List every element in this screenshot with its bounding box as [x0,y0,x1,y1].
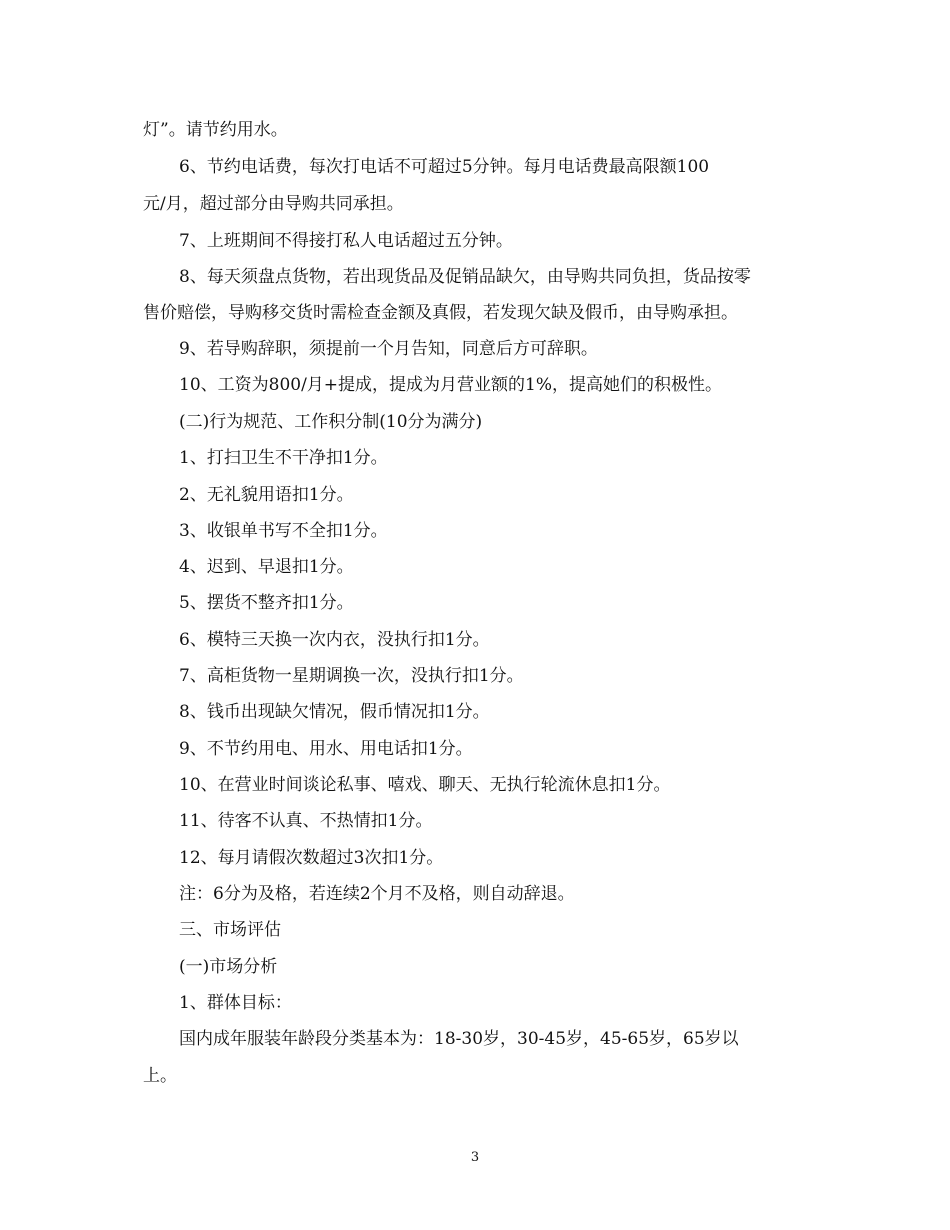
text-line: 10、在营业时间谈论私事、嘻戏、聊天、无执行轮流休息扣1分。 [179,775,671,795]
text-line: 8、每天须盘点货物，若出现货品及促销品缺欠，由导购共同负担，货品按零 [179,267,751,287]
text-line: 8、钱币出现缺欠情况，假币情况扣1分。 [179,702,490,722]
note-line: 注：6分为及格，若连续2个月不及格，则自动辞退。 [179,884,575,904]
text-line: 国内成年服装年龄段分类基本为：18-30岁，30-45岁，45-65岁，65岁以 [179,1029,739,1049]
text-line: 2、无礼貌用语扣1分。 [179,485,354,505]
text-line: 售价赔偿，导购移交货时需检查金额及真假，若发现欠缺及假币，由导购承担。 [143,303,738,323]
text-line: 3、收银单书写不全扣1分。 [179,521,388,541]
text-line: 9、不节约用电、用水、用电话扣1分。 [179,739,473,759]
text-line: 6、模特三天换一次内衣，没执行扣1分。 [179,630,490,650]
text-line: 元/月，超过部分由导购共同承担。 [143,194,404,214]
text-line: 9、若导购辞职，须提前一个月告知，同意后方可辞职。 [179,339,598,359]
section-heading: (二)行为规范、工作积分制(10分为满分) [179,412,483,432]
text-line: 灯”。请节约用水。 [143,120,288,140]
text-line: 5、摆货不整齐扣1分。 [179,593,354,613]
text-line: 1、群体目标： [179,993,292,1013]
page-number: 3 [470,1150,480,1165]
section-heading: 三、市场评估 [179,920,281,940]
subsection-heading: (一)市场分析 [179,957,278,977]
text-line: 上。 [143,1066,177,1086]
text-line: 1、打扫卫生不干净扣1分。 [179,448,388,468]
text-line: 4、迟到、早退扣1分。 [179,557,354,577]
text-line: 12、每月请假次数超过3次扣1分。 [179,848,444,868]
text-line: 6、节约电话费，每次打电话不可超过5分钟。每月电话费最高限额100 [179,157,710,177]
text-line: 7、高柜货物一星期调换一次，没执行扣1分。 [179,666,524,686]
text-line: 11、待客不认真、不热情扣1分。 [179,811,433,831]
text-line: 7、上班期间不得接打私人电话超过五分钟。 [179,231,513,251]
text-line: 10、工资为800/月+提成，提成为月营业额的1%，提高她们的积极性。 [179,375,723,395]
